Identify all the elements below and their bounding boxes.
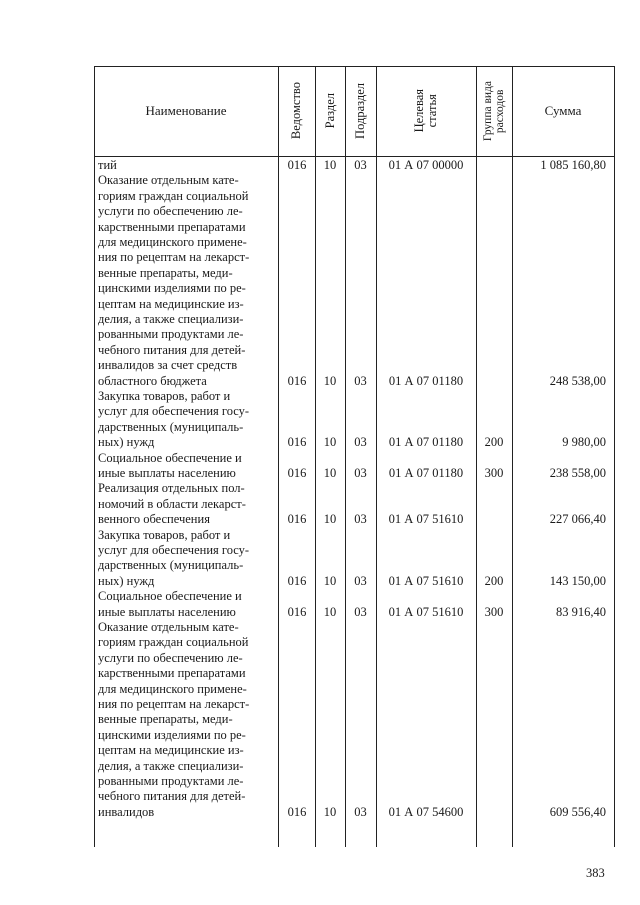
cell-razdel: 10 [323,466,337,480]
col-border [278,66,279,847]
row-name-line: дарственных (муниципаль- [98,419,244,434]
cell-vedomstvo: 016 [287,573,307,588]
cell-podrazdel: 03 [354,512,367,527]
col-border [476,66,477,847]
cell-vedomstvo: 016 [287,373,307,388]
cell-vedomstvo: 016 [287,512,307,527]
col-border [94,66,95,847]
row-name-line: рованными продуктами ле- [98,774,244,789]
cell-razdel: 10 [323,804,337,819]
cell-summa: 1 085 160,80 [540,158,606,172]
row-name-line: цинскими изделиями по ре- [98,281,246,296]
cell-summa: 227 066,40 [549,512,606,527]
page-number: 383 [586,866,605,880]
row-name-line: иные выплаты населению [98,604,236,619]
row-name-line: услуг для обеспечения госу- [98,404,250,419]
cell-razdel: 10 [323,373,337,388]
row-name-line: цинскими изделиями по ре- [98,727,246,742]
header-bottom-border [94,156,614,157]
row-name [98,158,271,173]
row-name-line: гориям граждан социальной [98,635,249,650]
row-name-line: карственными препаратами [98,219,246,234]
row-name-line: Социальное обеспечение и [98,450,242,465]
row-name-line: дарственных (муниципаль- [98,558,244,573]
cell-gruppa: 300 [484,604,504,619]
header-name: Наименование [145,103,227,118]
row-name [98,389,271,451]
row-name-line: чебного питания для детей- [98,789,246,804]
cell-summa: 238 558,00 [549,466,606,480]
row-name-line: услуги по обеспечению ле- [98,650,243,665]
header-gruppa-vida-raskhodov: Группа вида расходов [482,80,506,142]
cell-razdel: 10 [323,158,337,172]
row-name-line: ных) нужд [98,573,155,588]
row-name-line: ния по рецептам на лекарст- [98,697,250,712]
cell-podrazdel: 03 [354,573,367,588]
row-name-line: услуг для обеспечения госу- [98,543,250,557]
cell-podrazdel: 03 [354,604,367,619]
cell-summa: 143 150,00 [549,573,606,588]
row-name [98,173,271,389]
row-name-line: рованными продуктами ле- [98,327,244,342]
row-name-line: Закупка товаров, работ и [98,527,231,542]
cell-summa: 248 538,00 [549,373,606,388]
cell-vedomstvo: 016 [287,604,307,619]
cell-tselevaya-statya: 01 А 07 01180 [388,373,464,388]
row-name [98,620,271,820]
row-name [98,481,271,527]
row-name-line: Оказание отдельным кате- [98,620,239,634]
cell-gruppa: 300 [484,466,504,480]
cell-razdel: 10 [323,604,337,619]
cell-vedomstvo: 016 [287,804,307,819]
cell-tselevaya-statya: 01 А 07 51610 [388,573,464,588]
col-border [512,66,513,847]
cell-tselevaya-statya: 01 А 07 00000 [388,158,464,172]
row-name-line: тий [98,158,117,172]
header-summa: Сумма [544,103,582,118]
row-name-line: венные препараты, меди- [98,265,233,280]
cell-tselevaya-statya: 01 А 07 01180 [388,435,464,450]
row-name-line: ния по рецептам на лекарст- [98,250,250,265]
row-name-line: Социальное обеспечение и [98,589,242,604]
row-name-line: Закупка товаров, работ и [98,389,231,403]
row-name-line: областного бюджета [98,373,207,388]
header-tselevaya-statya: Целевая статья [412,89,439,133]
cell-tselevaya-statya: 01 А 07 01180 [388,466,464,480]
row-name-line: инвалидов [98,804,155,819]
cell-podrazdel: 03 [354,466,367,480]
row-name-line: для медицинского примене- [98,235,247,250]
row-name-line: цептам на медицинские из- [98,296,244,311]
row-name-line: делия, а также специализи- [98,312,244,327]
cell-vedomstvo: 016 [287,435,307,450]
row-name-line: инвалидов за счет средств [98,358,238,373]
cell-podrazdel: 03 [354,435,367,450]
row-name-line: чебного питания для детей- [98,342,246,357]
row-name [98,589,271,620]
cell-summa: 9 980,00 [562,435,606,450]
cell-gruppa: 200 [484,435,504,450]
row-name [98,528,271,590]
row-name-line: венного обеспечения [98,512,210,527]
row-name-line: Оказание отдельным кате- [98,173,239,188]
cell-gruppa: 200 [484,573,504,588]
col-border [315,66,316,847]
cell-razdel: 10 [323,435,337,450]
cell-razdel: 10 [323,573,337,588]
header-podrazdel: Подраздел [353,83,367,139]
col-border [614,66,615,847]
cell-summa: 83 916,40 [556,604,606,619]
cell-podrazdel: 03 [354,373,367,388]
cell-tselevaya-statya: 01 А 07 51610 [388,512,464,527]
row-name-line: Реализация отдельных пол- [98,481,245,496]
row-name-line: венные препараты, меди- [98,712,233,727]
row-name-line: иные выплаты населению [98,466,236,480]
row-name-line: делия, а также специализи- [98,758,244,773]
row-name-line: для медицинского примене- [98,681,247,696]
cell-vedomstvo: 016 [287,466,307,480]
cell-tselevaya-statya: 01 А 07 54600 [388,804,464,819]
cell-summa: 609 556,40 [549,804,606,819]
row-name-line: номочий в области лекарст- [98,496,246,511]
cell-vedomstvo: 016 [287,158,307,172]
header-vedomstvo: Ведомство [289,82,303,140]
cell-podrazdel: 03 [354,158,367,172]
col-border [376,66,377,847]
row-name-line: цептам на медицинские из- [98,743,244,758]
cell-podrazdel: 03 [354,804,367,819]
cell-tselevaya-statya: 01 А 07 51610 [388,604,464,619]
row-name-line: карственными препаратами [98,666,246,681]
row-name-line: гориям граждан социальной [98,188,249,203]
row-name-line: ных) нужд [98,435,155,450]
row-name [98,451,271,482]
header-razdel: Раздел [322,93,337,129]
row-name-line: услуги по обеспечению ле- [98,204,243,219]
col-border [345,66,346,847]
cell-razdel: 10 [323,512,337,527]
